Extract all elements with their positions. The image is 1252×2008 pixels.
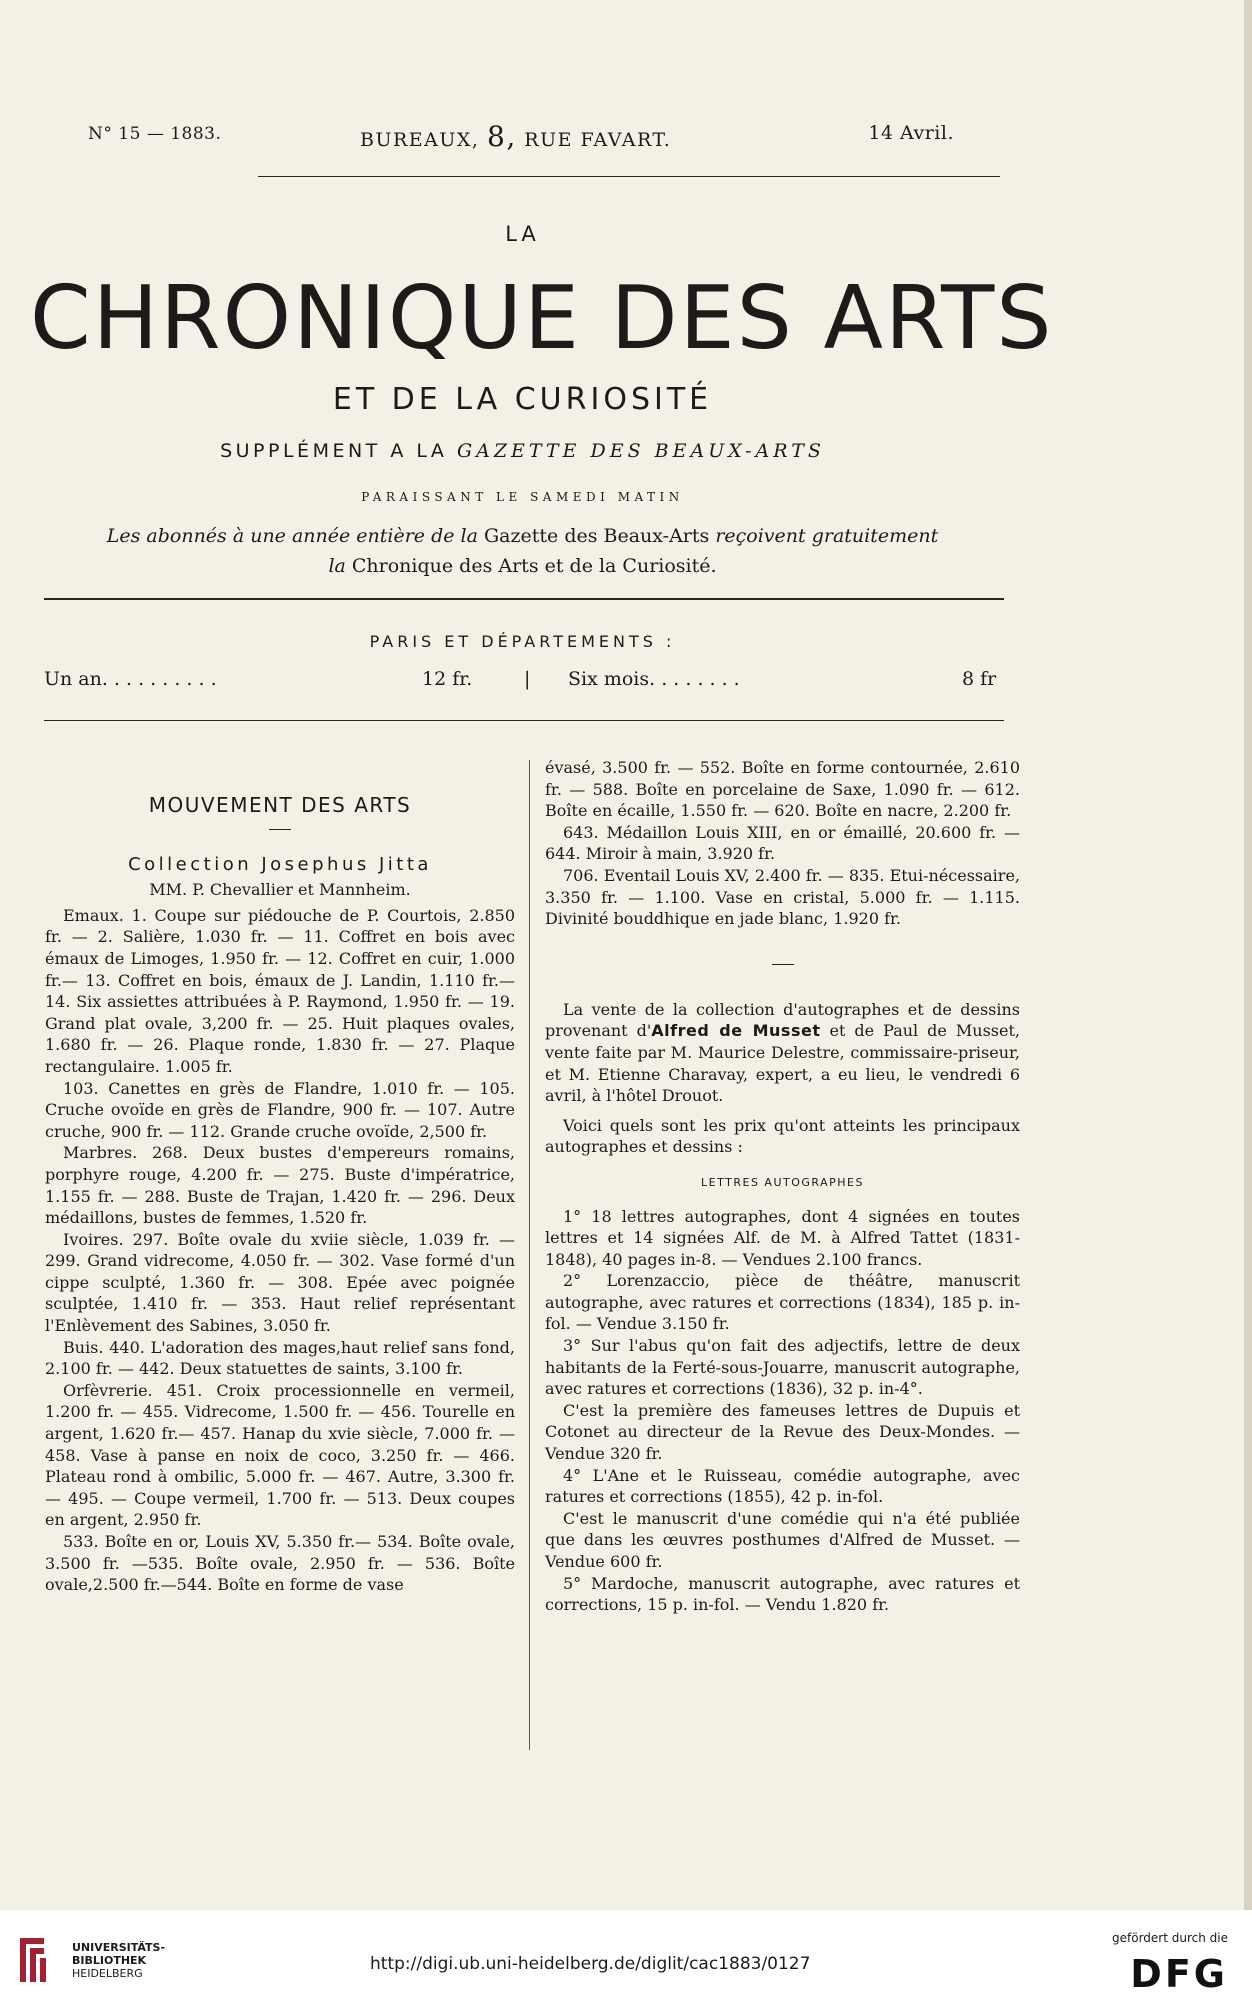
- year-label: Un an. . . . . . . . . .: [44, 668, 217, 690]
- masthead-subtitle: ET DE LA CURIOSITÉ: [332, 382, 713, 417]
- lot-5: 5° Mardoche, manuscrit autographe, avec ratures et corrections, 15 p. in-fol. — Vendu 1.820 fr.: [545, 1573, 1020, 1615]
- paragraph-sale-intro: La vente de la collection d'autographes et de dessins provenant d'Alfred de Musset et de Paul de Musset, vente faite par M. Maurice Delestre, commissaire-priseur, et M. Etienne Charavay, expert, a eu lieu, le vendredi 6 avril, à l'hôtel Drouot.: [545, 999, 1021, 1106]
- masthead-title: CHRONIQUE DES ARTS: [30, 267, 1054, 369]
- permalink-url[interactable]: http://digi.ub.uni-heidelberg.de/diglit/cac1883/0127: [370, 1954, 811, 1974]
- paragraph-ivoires: Ivoires. 297. Boîte ovale du xviie siècle, 1.039 fr. — 299. Grand vidrecome, 4.050 fr. — 302. Vase formé d'un cippe sculpté, 1.360 fr. — 308. Epée avec poignée sculptée, 1.410 fr. — 353. Haut relief représentant l'Enlèvement des Sabines, 3.050 fr.: [45, 1229, 515, 1336]
- frequency-line: PARAISSANT LE SAMEDI MATIN: [361, 490, 684, 504]
- supplement-line: SUPPLÉMENT A LA GAZETTE DES BEAUX-ARTS: [220, 440, 825, 462]
- paragraph-buis: Buis. 440. L'adoration des mages,haut relief sans fond, 2.100 fr. — 442. Deux statuettes de saints, 3.100 fr.: [45, 1337, 515, 1379]
- paragraph-gres: 103. Canettes en grès de Flandre, 1.010 fr. — 105. Cruche ovoïde en grès de Flandre, 900 fr. — 107. Autre cruche, 900 fr. — 112. Grande cruche ovoïde, 2,500 fr.: [45, 1078, 515, 1141]
- office-address: BUREAUX, 8, RUE FAVART.: [360, 120, 672, 153]
- lot-4-note: C'est le manuscrit d'une comédie qui n'a été publiée que dans les œuvres posthumes d'Alfred de Musset. — Vendue 600 fr.: [545, 1508, 1020, 1571]
- lot-3-note: C'est la première des fameuses lettres de Dupuis et Cotonet au directeur de la Revue des Deux-Mondes. — Vendue 320 fr.: [545, 1400, 1020, 1464]
- prices-rule: [44, 720, 1004, 721]
- price-separator: |: [524, 668, 531, 690]
- lettres-heading: LETTRES AUTOGRAPHES: [701, 1175, 864, 1189]
- paragraph-prices-intro: Voici quels sont les prix qu'ont atteints les principaux autographes et dessins :: [545, 1115, 1020, 1157]
- sponsor-label: gefördert durch die: [1112, 1931, 1228, 1945]
- lot-4: 4° L'Ane et le Ruisseau, comédie autographe, avec ratures et corrections (1855), 42 p. in-fol.: [545, 1465, 1020, 1507]
- library-name[interactable]: UNIVERSITÄTS- BIBLIOTHEK HEIDELBERG: [72, 1941, 166, 1980]
- paragraph-orfevrerie: Orfèvrerie. 451. Croix processionnelle en vermeil, 1.200 fr. — 455. Vidrecome, 1.500 fr. — 456. Tourelle en argent, 1.620 fr.— 457. Hanap du xvie siècle, 7.000 fr. — 458. Vase à panse en noix de coco, 3.250 fr. — 466. Plateau rond à ombilic, 5.000 fr. — 467. Autre, 3.300 fr. — 495. — Coupe vermeil, 1.700 fr. — 513. Deux coupes en argent, 2.950 fr.: [45, 1380, 515, 1530]
- auctioneers: MM. P. Chevallier et Mannheim.: [149, 880, 411, 900]
- viewer-footer: [0, 1910, 1252, 2008]
- section-dash: [269, 829, 291, 830]
- paragraph-medaillon: 643. Médaillon Louis XIII, en or émaillé, 20.600 fr. — 644. Miroir à main, 3.920 fr.: [545, 822, 1020, 864]
- paragraph-continued: évasé, 3.500 fr. — 552. Boîte en forme contournée, 2.610 fr. — 588. Boîte en porcelaine de Saxe, 1.090 fr. — 612. Boîte en écaille, 1.550 fr. — 620. Boîte en nacre, 2.200 fr.: [545, 758, 1020, 821]
- right-column: [545, 757, 1020, 1616]
- header-rule: [258, 176, 1000, 177]
- section-dash-right: [772, 964, 794, 965]
- subscription-prices: [44, 668, 1004, 698]
- half-label: Six mois. . . . . . . .: [568, 668, 740, 690]
- library-logo-icon[interactable]: [12, 1932, 52, 1988]
- paragraph-eventail: 706. Eventail Louis XV, 2.400 fr. — 835. Etui-nécessaire, 3.350 fr. — 1.100. Vase en cristal, 5.000 fr. — 1.115. Divinité bouddhique en jade blanc, 1.920 fr.: [545, 865, 1020, 929]
- paragraph-emaux: Emaux. 1. Coupe sur piédouche de P. Courtois, 2.850 fr. — 2. Salière, 1.030 fr. — 11. Coffret en bois avec émaux de Limoges, 1.950 fr. — 12. Coffret en cuir, 1.000 fr.— 13. Coffret en bois, émaux de J. Landin, 1.110 fr.—14. Six assiettes attribuées à P. Raymond, 1.950 fr. — 19. Grand plat ovale, 3,200 fr. — 25. Huit plaques ovales, 1.680 fr. — 26. Plaque ronde, 1.830 fr. — 27. Plaque rectangulaire. 1.005 fr.: [45, 905, 515, 1076]
- left-column: [45, 757, 515, 1596]
- year-price: 12 fr.: [422, 668, 473, 690]
- subscription-heading: PARIS ET DÉPARTEMENTS :: [369, 632, 676, 651]
- paragraph-marbres: Marbres. 268. Deux bustes d'empereurs romains, porphyre rouge, 4.200 fr. — 275. Buste d'impératrice, 1.155 fr. — 288. Buste de Trajan, 1.420 fr. — 296. Deux médaillons, bustes de femmes, 1.520 fr.: [45, 1143, 515, 1228]
- masthead-rule: [44, 598, 1004, 600]
- column-divider: [529, 760, 530, 1750]
- half-price: 8 fr: [962, 668, 997, 690]
- collection-title: Collection Josephus Jitta: [128, 853, 432, 875]
- subscriber-notice: Les abonnés à une année entière de la Gazette des Beaux-Arts reçoivent gratuitement la Chronique des Arts et de la Curiosité.: [106, 525, 939, 577]
- issue-number: N° 15 — 1883.: [88, 124, 222, 144]
- page-edge: [1244, 0, 1252, 1910]
- masthead-article: LA: [505, 222, 540, 246]
- issue-date: 14 Avril.: [868, 122, 954, 144]
- lot-1: 1° 18 lettres autographes, dont 4 signées en toutes lettres et 14 signées Alf. de M. à Alfred Tattet (1831-1848), 40 pages in-8. — Vendues 2.100 francs.: [545, 1206, 1020, 1269]
- paragraph-boites: 533. Boîte en or, Louis XV, 5.350 fr.— 534. Boîte ovale, 3.500 fr. —535. Boîte ovale, 2.950 fr. — 536. Boîte ovale,2.500 fr.—544. Boîte en forme de vase: [45, 1532, 515, 1595]
- section-title: MOUVEMENT DES ARTS: [148, 793, 412, 817]
- lot-2: 2° Lorenzaccio, pièce de théâtre, manuscrit autographe, avec ratures et corrections (1834), 185 p. in-fol. — Vendue 3.150 fr.: [545, 1271, 1020, 1334]
- running-header: [88, 120, 1000, 153]
- dfg-logo[interactable]: DFG: [1130, 1952, 1228, 1996]
- lot-3: 3° Sur l'abus qu'on fait des adjectifs, lettre de deux habitants de la Ferté-sous-Jouarre, manuscrit autographe, avec ratures et corrections (1836), 32 p. in-4°.: [545, 1336, 1020, 1399]
